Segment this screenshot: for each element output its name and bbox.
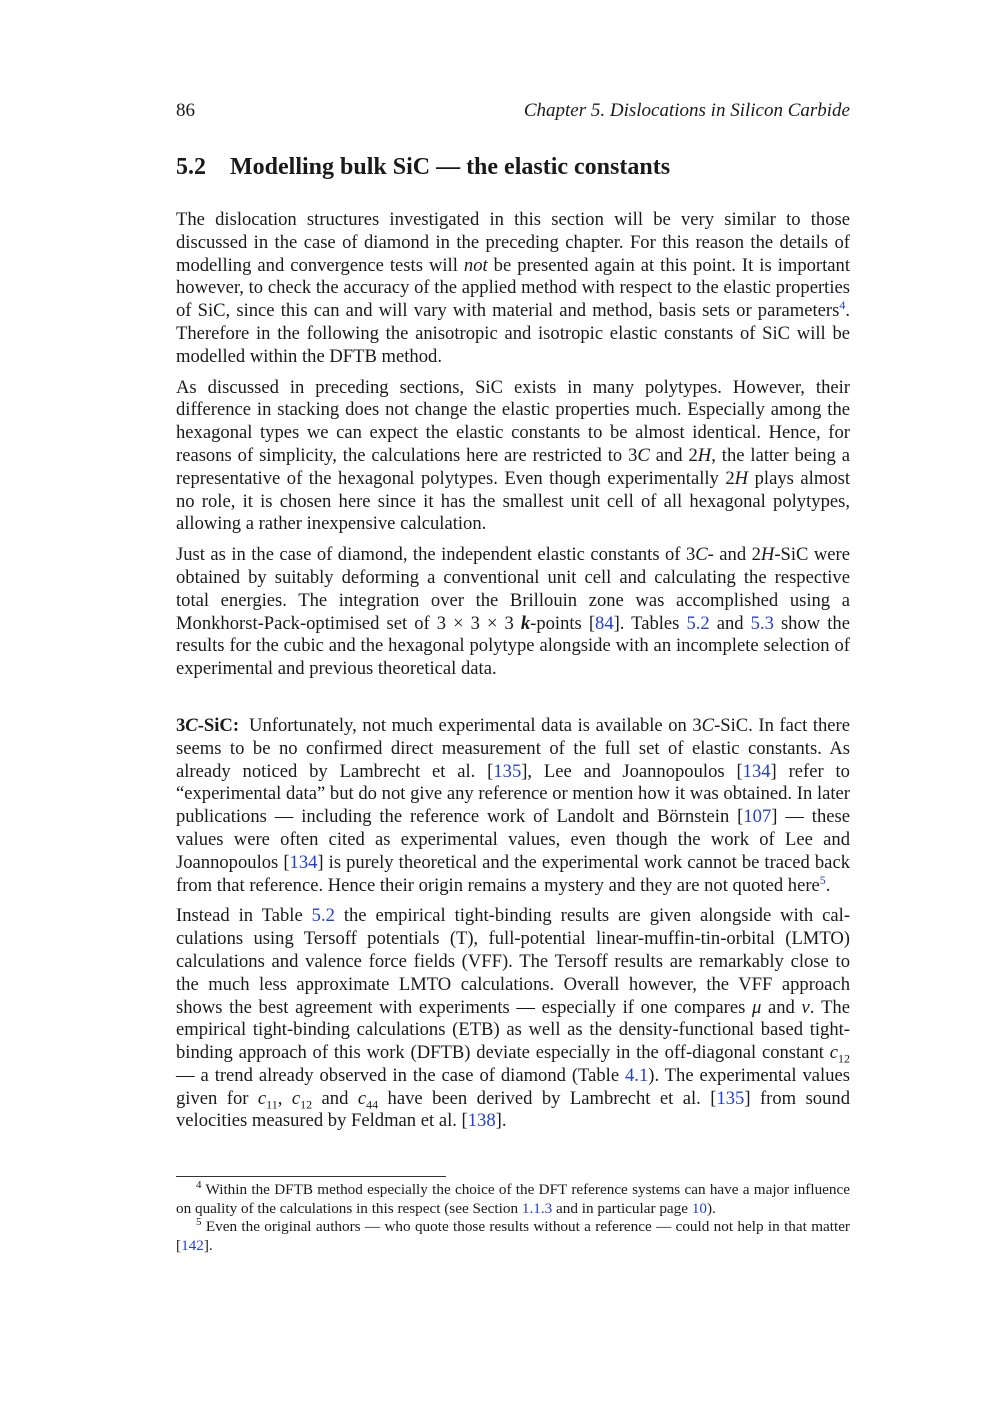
citation-link[interactable]: 138 <box>467 1110 496 1132</box>
citation-link[interactable]: 107 <box>743 806 772 828</box>
citation-link[interactable]: 142 <box>181 1236 204 1254</box>
paragraph: 3C-SiC: Unfortunately, not much experimental data is available on 3C-SiC. In fact there seems to be no confirmed direct measurement of the full set of elastic constants. As already noticed by Lambrecht et al. [135], Lee and Joannopoulos [134] refer to “experimental data” but do not give any reference or mention how it was obtained. In later publications — including the reference work of Landolt and Börnstein [107] — these values were often cited as experimental values, even though the work of Lee and Joannopoulos [134] is purely theoretical and the experimental work cannot be traced back from that reference. Hence their origin remains a mystery and they are not quoted here$^5$. <box>176 714 851 896</box>
citation-link[interactable]: 135 <box>716 1087 745 1109</box>
paragraph: The dislocation structures investigated in this section will be very similar to those discussed in the case of diamond in the preceding chapter. For this reason the details of modelling and convergence tests will not be presented again at this point. It is important however, to check the accuracy of the applied method with respect to the elastic properties of SiC, since this can and will vary with material and method, basis sets or parameters$^4$. Therefore in the following the anisotropic and isotropic elastic constants of SiC will be modelled within the DFTB method. <box>176 209 851 367</box>
table-link[interactable]: 4.1 <box>625 1064 649 1086</box>
footnote-ref[interactable]: 4 <box>839 298 846 312</box>
paragraph: Instead in Table 5.2 the empirical tight-binding results are given alongside with calculations using Tersoff potentials (T), full-potential linear-muffin-tin-orbital (LMTO) calculations and valence force fields (VFF). The Tersoff results are remarkably close to the much less approximate LMTO calculations. Overall however, the VFF approach shows the best agreement with experiments — especially if one compares μ and ν. The empirical tight-binding calculations (ETB) as well as the density-functional based tight-binding approach of this work (DFTB) deviate especially in the off-diagonal constant $c_{12}$ — a trend already observed in the case of diamond (Table 4.1). The experimental values given for $c_{11}$, $c_{12}$ and $c_{44}$ have been derived by Lambrecht et al. [135] from sound velocities measured by Feldman et al. [138]. <box>176 905 851 1132</box>
citation-link[interactable]: 134 <box>289 851 318 873</box>
citation-link[interactable]: 84 <box>595 612 614 634</box>
citation-link[interactable]: 135 <box>493 760 522 782</box>
footnote-mark: 4 <box>196 1178 202 1191</box>
section-heading <box>176 150 850 184</box>
chapter-title: Chapter 5. Dislocations in Silicon Carbide <box>523 100 850 121</box>
paragraph: Just as in the case of diamond, the independent elastic constants of 3C- and 2H-SiC were obtained by suitably deforming a conventional unit cell and calculating the respective total energies. The integration over the Brillouin zone was accomplished using a Monkhorst-Pack-optimised set of 3 × 3 × 3 k-points [84]. Tables 5.2 and 5.3 show the results for the cubic and the hexagonal polytype alongside with an incomplete selection of experimental and previous theoretical data. <box>176 544 851 680</box>
table-link[interactable]: 5.3 <box>750 612 774 634</box>
run-in-heading: 3C-SiC: <box>176 714 240 736</box>
table-link[interactable]: 5.2 <box>686 612 710 634</box>
section-link[interactable]: 1.1.3 <box>521 1199 553 1217</box>
footnotes <box>176 1178 850 1255</box>
page-link[interactable]: 10 <box>691 1199 707 1217</box>
footnote: $^4$ Within the DFTB method especially the choice of the DFT reference systems can have a major influence on quality of the calculations in this respect (see Section 1.1.3 and in particular page 10). <box>176 1178 850 1217</box>
section-title: Modelling bulk SiC — the elastic constants <box>230 154 671 180</box>
citation-link[interactable]: 134 <box>742 760 771 782</box>
footnote-mark: 5 <box>196 1216 202 1229</box>
footnote-rule <box>176 1176 446 1177</box>
page-number: 86 <box>176 100 195 121</box>
footnote: $^5$ Even the original authors — who quote those results without a reference — could not help in that matter [142]. <box>176 1216 850 1254</box>
table-link[interactable]: 5.2 <box>311 905 335 927</box>
body-text <box>176 209 850 1141</box>
section-number: 5.2 <box>176 154 206 180</box>
paragraph: As discussed in preceding sections, SiC exists in many polytypes. However, their difference in stacking does not change the elastic properties much. Especially among the hexagonal types we can expect the elastic constants to be almost identical. Hence, for reasons of simplicity, the calculations here are restricted to 3C and 2H, the latter being a representative of the hexagonal polytypes. Even though experimentally 2H plays almost no role, it is chosen here since it has the smallest unit cell of all hexagonal polytypes, allowing a rather inexpensive calculation. <box>176 376 850 535</box>
footnote-ref[interactable]: 5 <box>819 872 826 887</box>
